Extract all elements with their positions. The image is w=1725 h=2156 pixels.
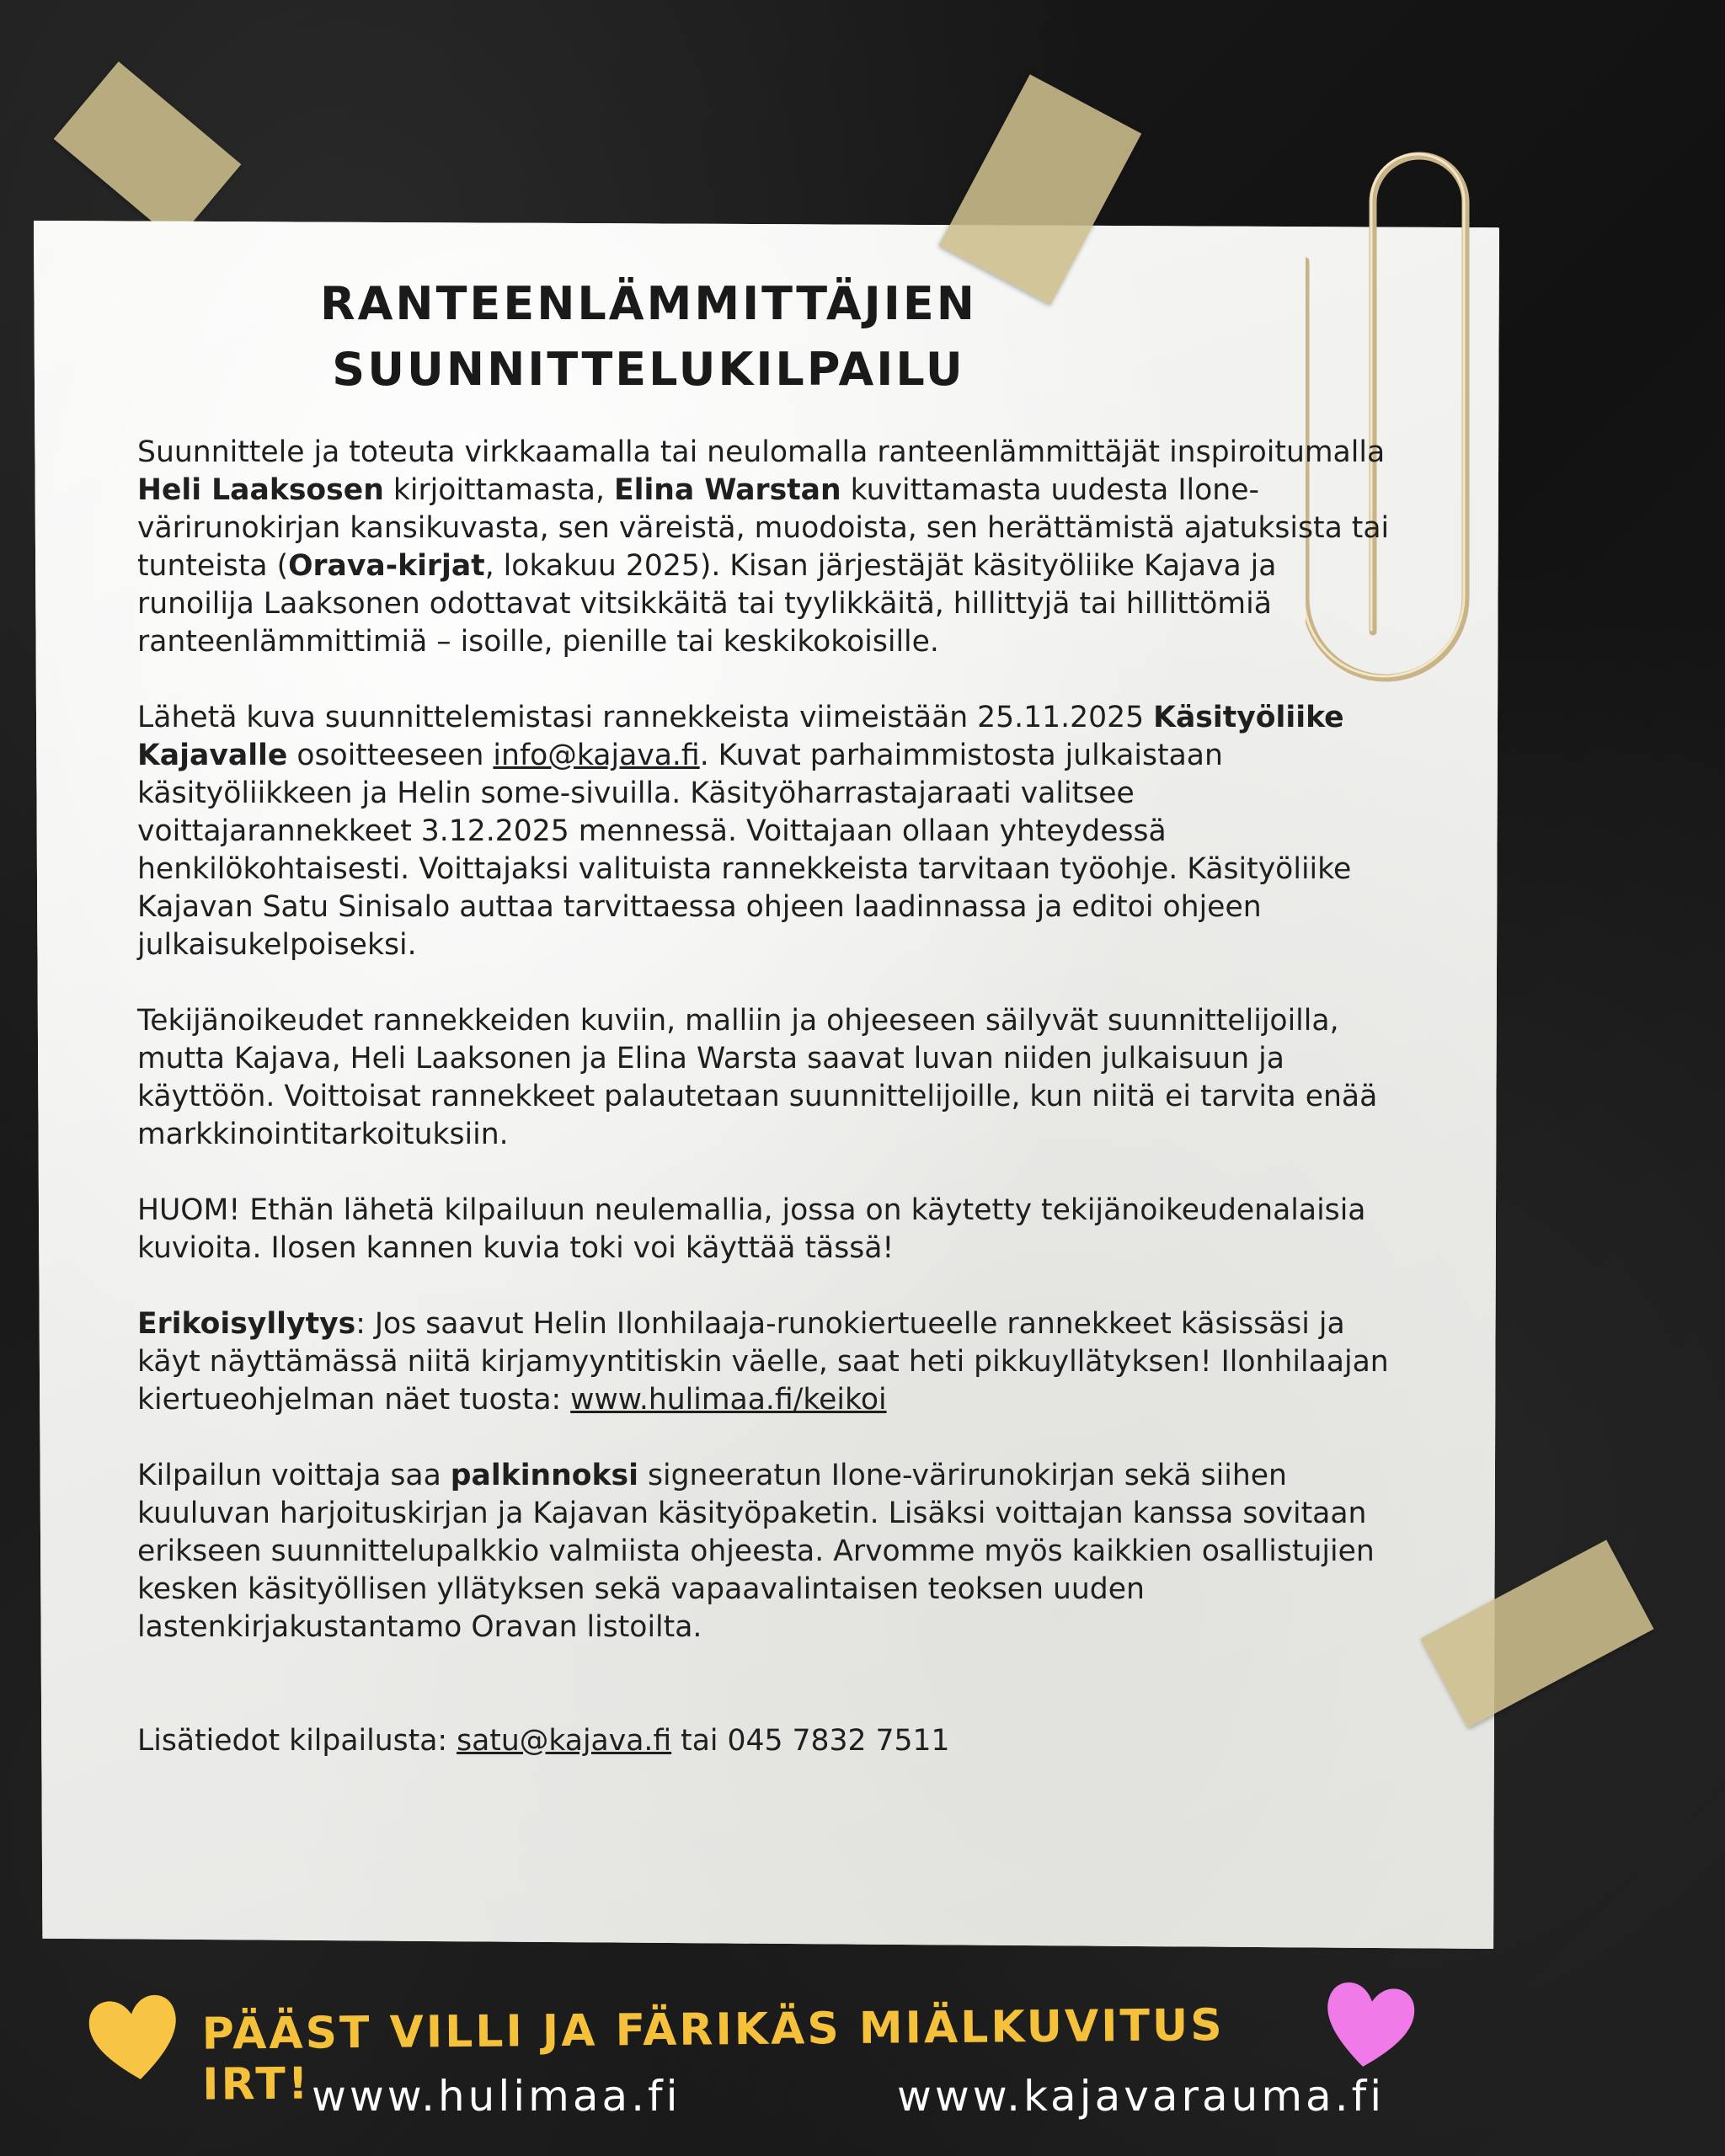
text: kuvittamasta uudesta Ilone-värirunokirjan kansikuvasta, sen väreistä, muodoista, sen herättämistä ajatuksista tai tunteista ( (137, 473, 1390, 583)
paragraph-notice (137, 1192, 1401, 1267)
paragraph-submission (137, 699, 1401, 964)
url-hulimaa[interactable]: www.hulimaa.fi (312, 2072, 681, 2121)
text: kirjoittamasta, (383, 473, 614, 507)
title-line-1: RANTEENLÄMMITTÄJIEN (320, 277, 977, 330)
bold-bonus: Erikoisyllytys (137, 1307, 356, 1341)
tour-link[interactable]: www.hulimaa.fi/keikoi (570, 1383, 887, 1417)
text: , lokakuu 2025). Kisan järjestäjät käsityöliike Kajava ja runoilija Laaksonen odottavat vitsikkäitä tai tyylikkäitä, hillittyjä tai hillittömiä ranteenlämmittimiä – isoille, pienille tai keskikokoisille. (137, 549, 1277, 659)
text: : Jos saavut Helin Ilonhilaaja-runokiertueelle rannekkeet käsissäsi ja käyt näyttämässä niitä kirjamyyntitiskin väelle, saat heti pikkuyllätyksen! Ilonhilaajan kiertueohjelman näet tuosta: (137, 1307, 1389, 1417)
text: Tekijänoikeudet rannekkeiden kuviin, malliin ja ohjeeseen säilyvät suunnittelijoilla, mutta Kajava, Heli Laaksonen ja Elina Warsta saavat luvan niiden julkaisuun ja käyttöön. Voittoisat rannekkeet palautetaan suunnittelijoille, kun niitä ei tarvita enää markkinointitarkoituksiin. (137, 1004, 1378, 1151)
bold-prize: palkinnoksi (450, 1459, 638, 1492)
slogan: PÄÄST VILLI JA FÄRIKÄS MIÄLKUVITUS IRT! (201, 2000, 1225, 2111)
page-title (211, 271, 1087, 403)
title-line-2: SUUNNITTELUKILPAILU (332, 343, 965, 396)
paragraph-prize (137, 1457, 1401, 1646)
bold-publisher: Orava-kirjat (288, 549, 485, 583)
text: osoitteeseen (287, 739, 494, 772)
bold-author: Heli Laaksosen (137, 473, 384, 507)
text: Kilpailun voittaja saa (137, 1459, 451, 1492)
text: tai 045 7832 7511 (671, 1724, 950, 1758)
heart-icon (80, 1983, 190, 2093)
document-body (137, 434, 1401, 1798)
text: . Kuvat parhaimmistosta julkaistaan käsityöliikkeen ja Helin some-sivuilla. Käsityöharrastajaraati valitsee voittajarannekkeet 3.12.2025 mennessä. Voittajaan ollaan yhteydessä henkilökohtaisesti. Voittajaksi valituista rannekkeista tarvitaan työohje. Käsityöliike Kajavan Satu Sinisalo auttaa tarvittaessa ohjeen laadinnassa ja editoi ohjeen julkaisukelpoiseksi. (137, 739, 1352, 962)
text: HUOM! Ethän lähetä kilpailuun neulemallia, jossa on käytetty tekijänoikeudenalaisia kuvioita. Ilosen kannen kuvia toki voi käyttää tässä! (137, 1193, 1366, 1265)
paragraph-bonus (137, 1305, 1401, 1419)
text: signeeratun Ilone-värirunokirjan sekä siihen kuuluvan harjoituskirjan ja Kajavan käsityöpaketin. Lisäksi voittajan kanssa sovitaan erikseen suunnittelupalkkio valmiista ohjeesta. Arvomme myös kaikkien osallistujien kesken käsityöllisen yllätyksen sekä vapaavalintaisen teoksen uuden lastenkirjakustantamo Oravan listoilta. (137, 1459, 1375, 1644)
paragraph-copyright (137, 1002, 1401, 1154)
tape-top-left (54, 61, 242, 242)
heart-icon (1314, 1971, 1423, 2080)
text: Lähetä kuva suunnittelemistasi rannekkeista viimeistään 25.11.2025 (137, 701, 1154, 734)
url-kajavarauma[interactable]: www.kajavarauma.fi (897, 2072, 1386, 2121)
text: Suunnittele ja toteuta virkkaamalla tai neulomalla ranteenlämmittäjät inspiroitumalla (137, 435, 1386, 469)
bold-illustrator: Elina Warstan (613, 473, 841, 507)
paragraph-intro (137, 434, 1401, 661)
email-link-info[interactable]: info@kajava.fi (493, 739, 700, 772)
text: Lisätiedot kilpailusta: (137, 1724, 457, 1758)
paragraph-contact (137, 1722, 1401, 1760)
email-link-satu[interactable]: satu@kajava.fi (457, 1724, 672, 1758)
bold-shop: Käsityöliike Kajavalle (137, 701, 1344, 772)
